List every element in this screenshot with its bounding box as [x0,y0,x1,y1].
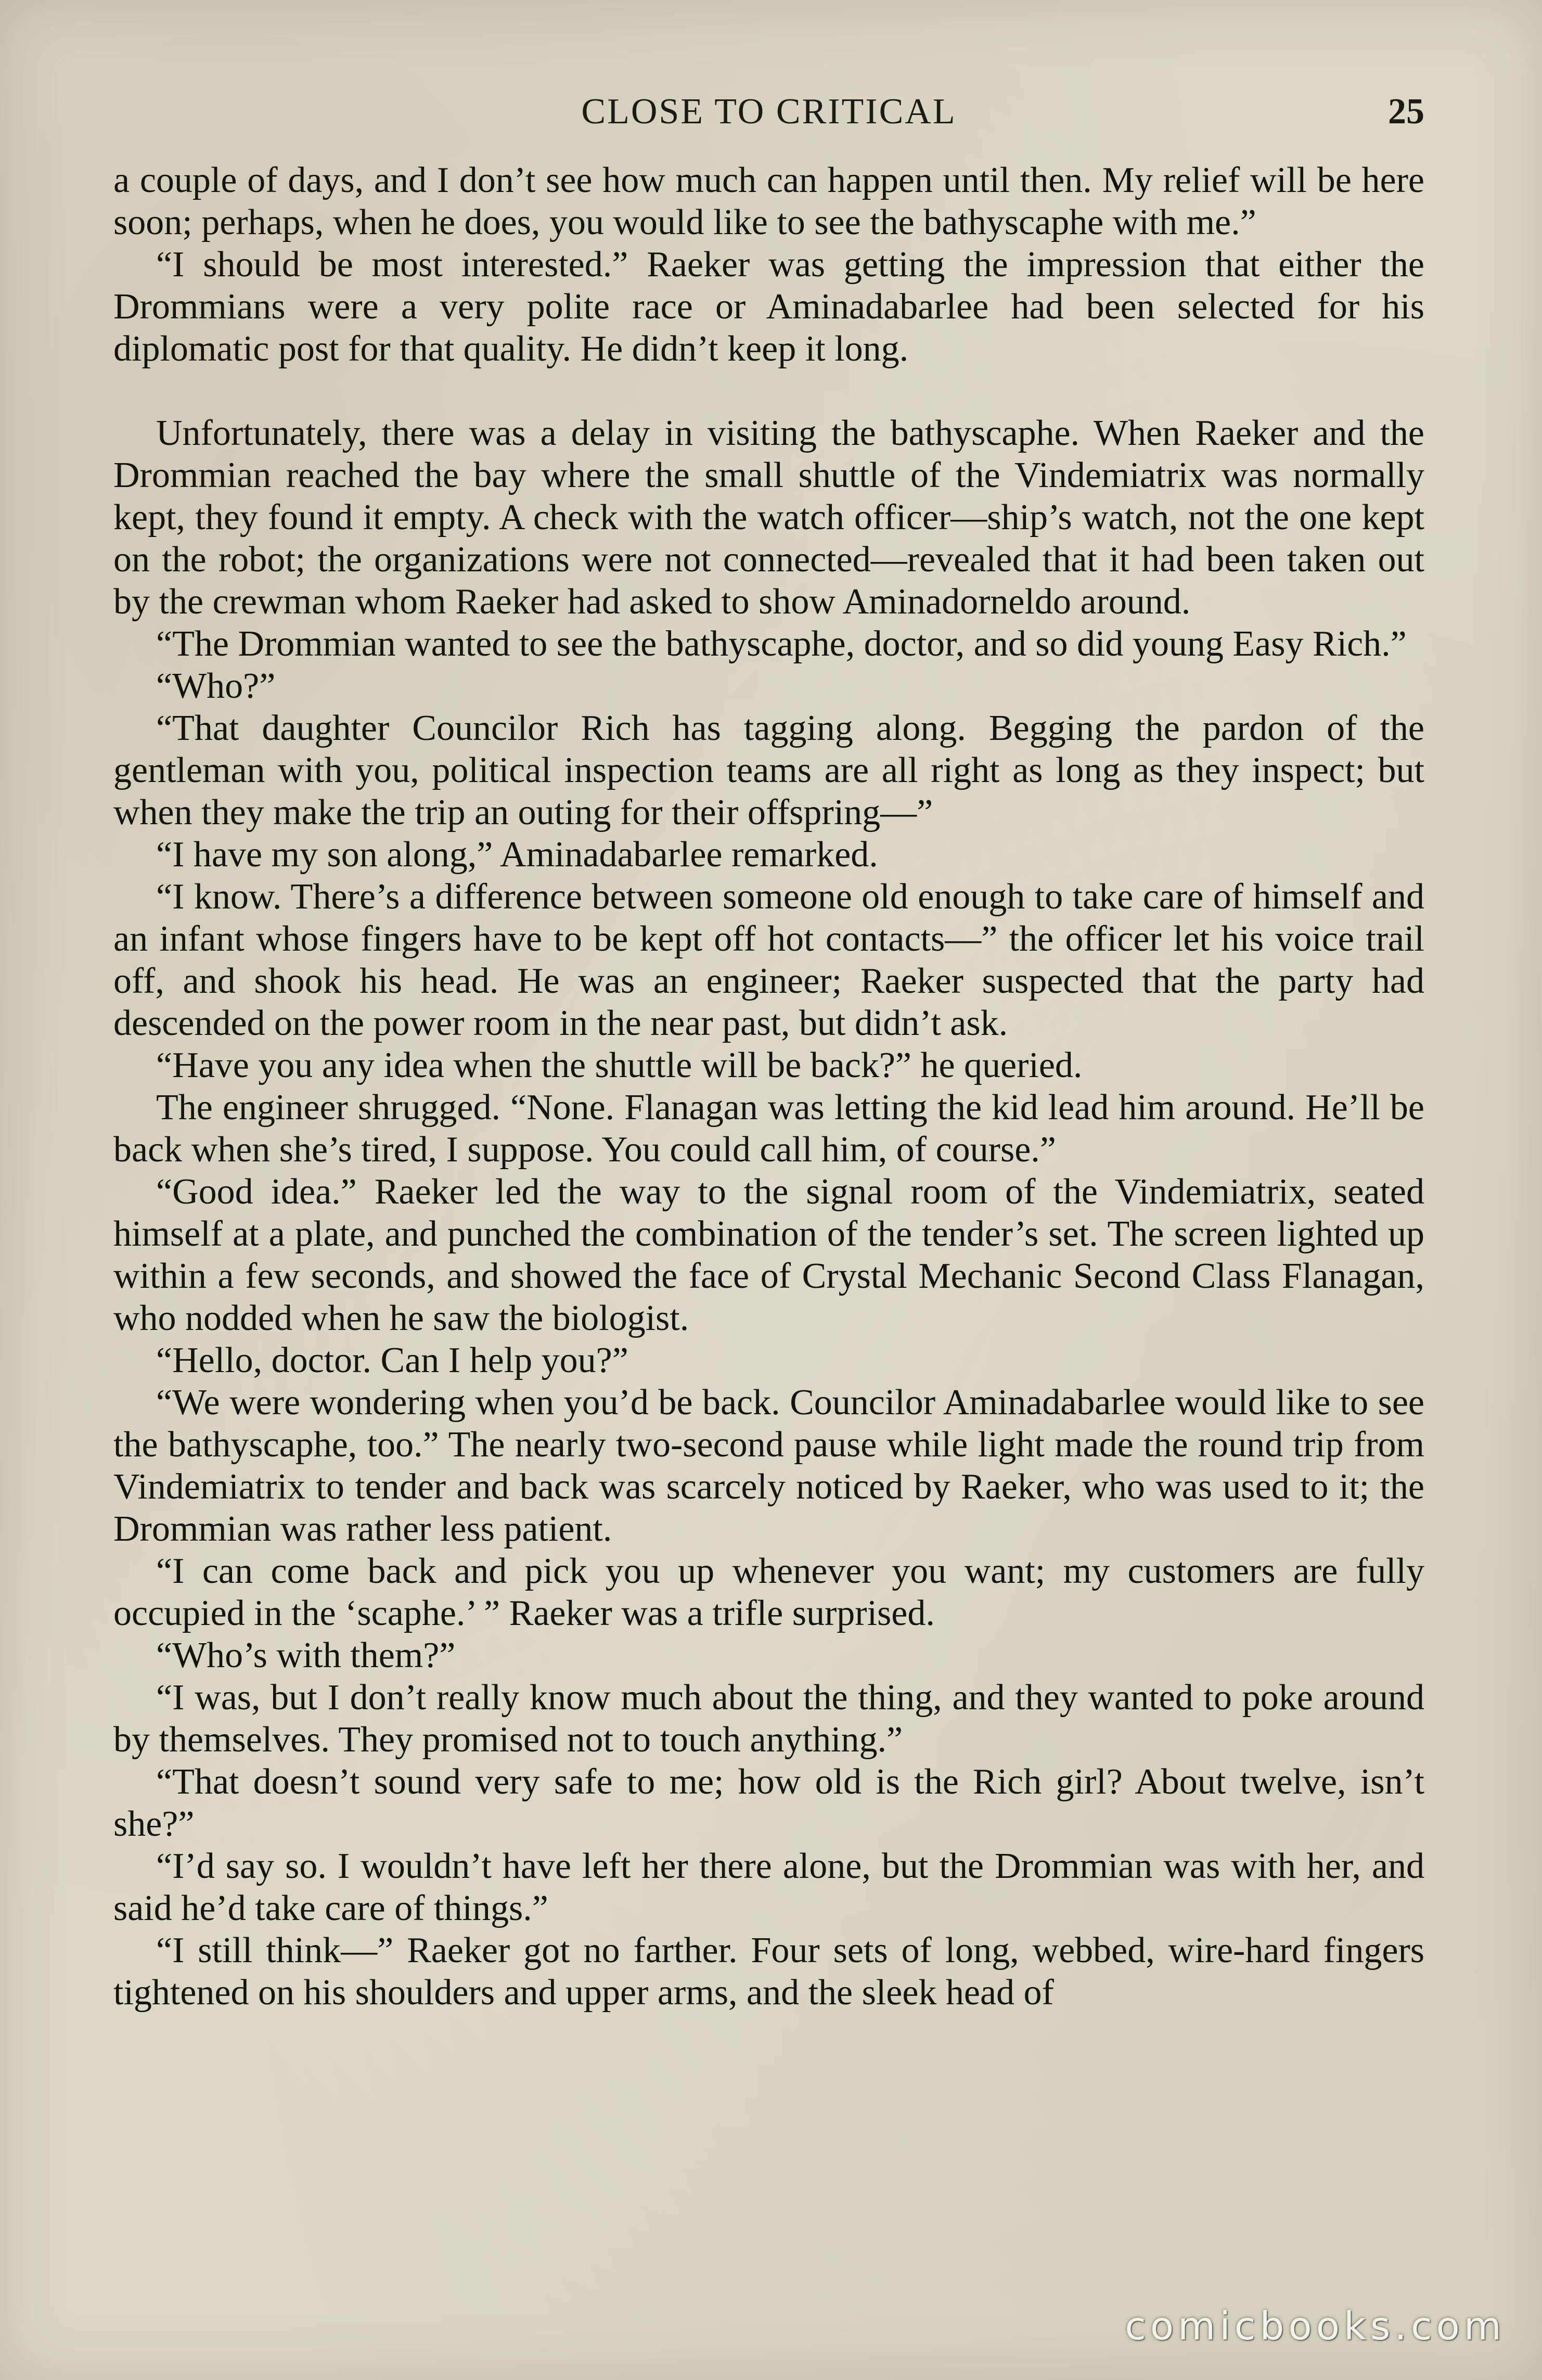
paragraph: “I still think—” Raeker got no farther. Four sets of long, webbed, wire-hard fingers tightened on his shoulders and upper arms, and the sleek head of [113,1930,1424,2013]
paragraph: “The Drommian wanted to see the bathyscaphe, doctor, and so did young Easy Rich.” [156,624,1407,664]
paragraph: “Who’s with them?” [156,1635,456,1675]
page-number: 25 [1388,92,1424,132]
paragraph: The engineer shrugged. “None. Flanagan was letting the kid lead him around. He’ll be back when she’s tired, I suppose. You could call him, of course.” [113,1087,1424,1170]
body-text [113,159,1424,2014]
watermark: comicbooks.com [1125,2304,1506,2349]
paragraph: “I know. There’s a difference between someone old enough to take care of himself and an infant whose fingers have to be kept off hot contacts—” the officer let his voice trail off, and shook his head. He was an engineer; Raeker suspected that the party had descended on the power room in the near past, but didn’t ask. [113,877,1424,1043]
paragraph: “Who?” [156,666,276,706]
page-header [113,91,1424,143]
paragraph: “Have you any idea when the shuttle will be back?” he queried. [156,1045,1083,1085]
paragraph: a couple of days, and I don’t see how much can happen until then. My relief will be here soon; perhaps, when he does, you would like to see the bathyscaphe with me.” [113,160,1424,242]
paragraph: “We were wondering when you’d be back. Councilor Aminadabarlee would like to see the bathyscaphe, too.” The nearly two-second pause while light made the round trip from Vindemiatrix to tender and back was scarcely noticed by Raeker, who was used to it; the Drommian was rather less patient. [113,1383,1424,1549]
paragraph: “I’d say so. I wouldn’t have left her there alone, but the Drommian was with her, and said he’d take care of things.” [113,1846,1424,1928]
paragraph: “I can come back and pick you up whenever you want; my customers are fully occupied in the ‘scaphe.’ ” Raeker was a trifle surprised. [113,1551,1424,1633]
running-title: CLOSE TO CRITICAL [581,92,957,132]
paragraph: Unfortunately, there was a delay in visiting the bathyscaphe. When Raeker and the Drommian reached the bay where the small shuttle of the Vindemiatrix was normally kept, they found it empty. A check with the watch officer—ship’s watch, not the one kept on the robot; the organizations were not connected—revealed that it had been taken out by the crewman whom Raeker had asked to show Aminadorneldo around. [113,413,1424,622]
paragraph: “Hello, doctor. Can I help you?” [156,1340,628,1380]
paragraph: “I was, but I don’t really know much about the thing, and they wanted to poke around by themselves. They promised not to touch anything.” [113,1678,1424,1760]
paragraph: “That doesn’t sound very safe to me; how old is the Rich girl? About twelve, isn’t she?” [113,1762,1424,1844]
paragraph: “I should be most interested.” Raeker was getting the impression that either the Drommians were a very polite race or Aminadabarlee had been selected for his diplomatic post for that quality. He didn’t keep it long. [113,245,1424,369]
paragraph: “I have my son along,” Aminadabarlee remarked. [156,835,878,875]
paragraph: “Good idea.” Raeker led the way to the signal room of the Vindemiatrix, seated himself at a plate, and punched the combination of the tender’s set. The screen lighted up within a few seconds, and showed the face of Crystal Mechanic Second Class Flanagan, who nodded when he saw the biologist. [113,1172,1424,1338]
paragraph: “That daughter Councilor Rich has tagging along. Begging the pardon of the gentleman with you, political inspection teams are all right as long as they inspect; but when they make the trip an outing for their offspring—” [113,708,1424,833]
